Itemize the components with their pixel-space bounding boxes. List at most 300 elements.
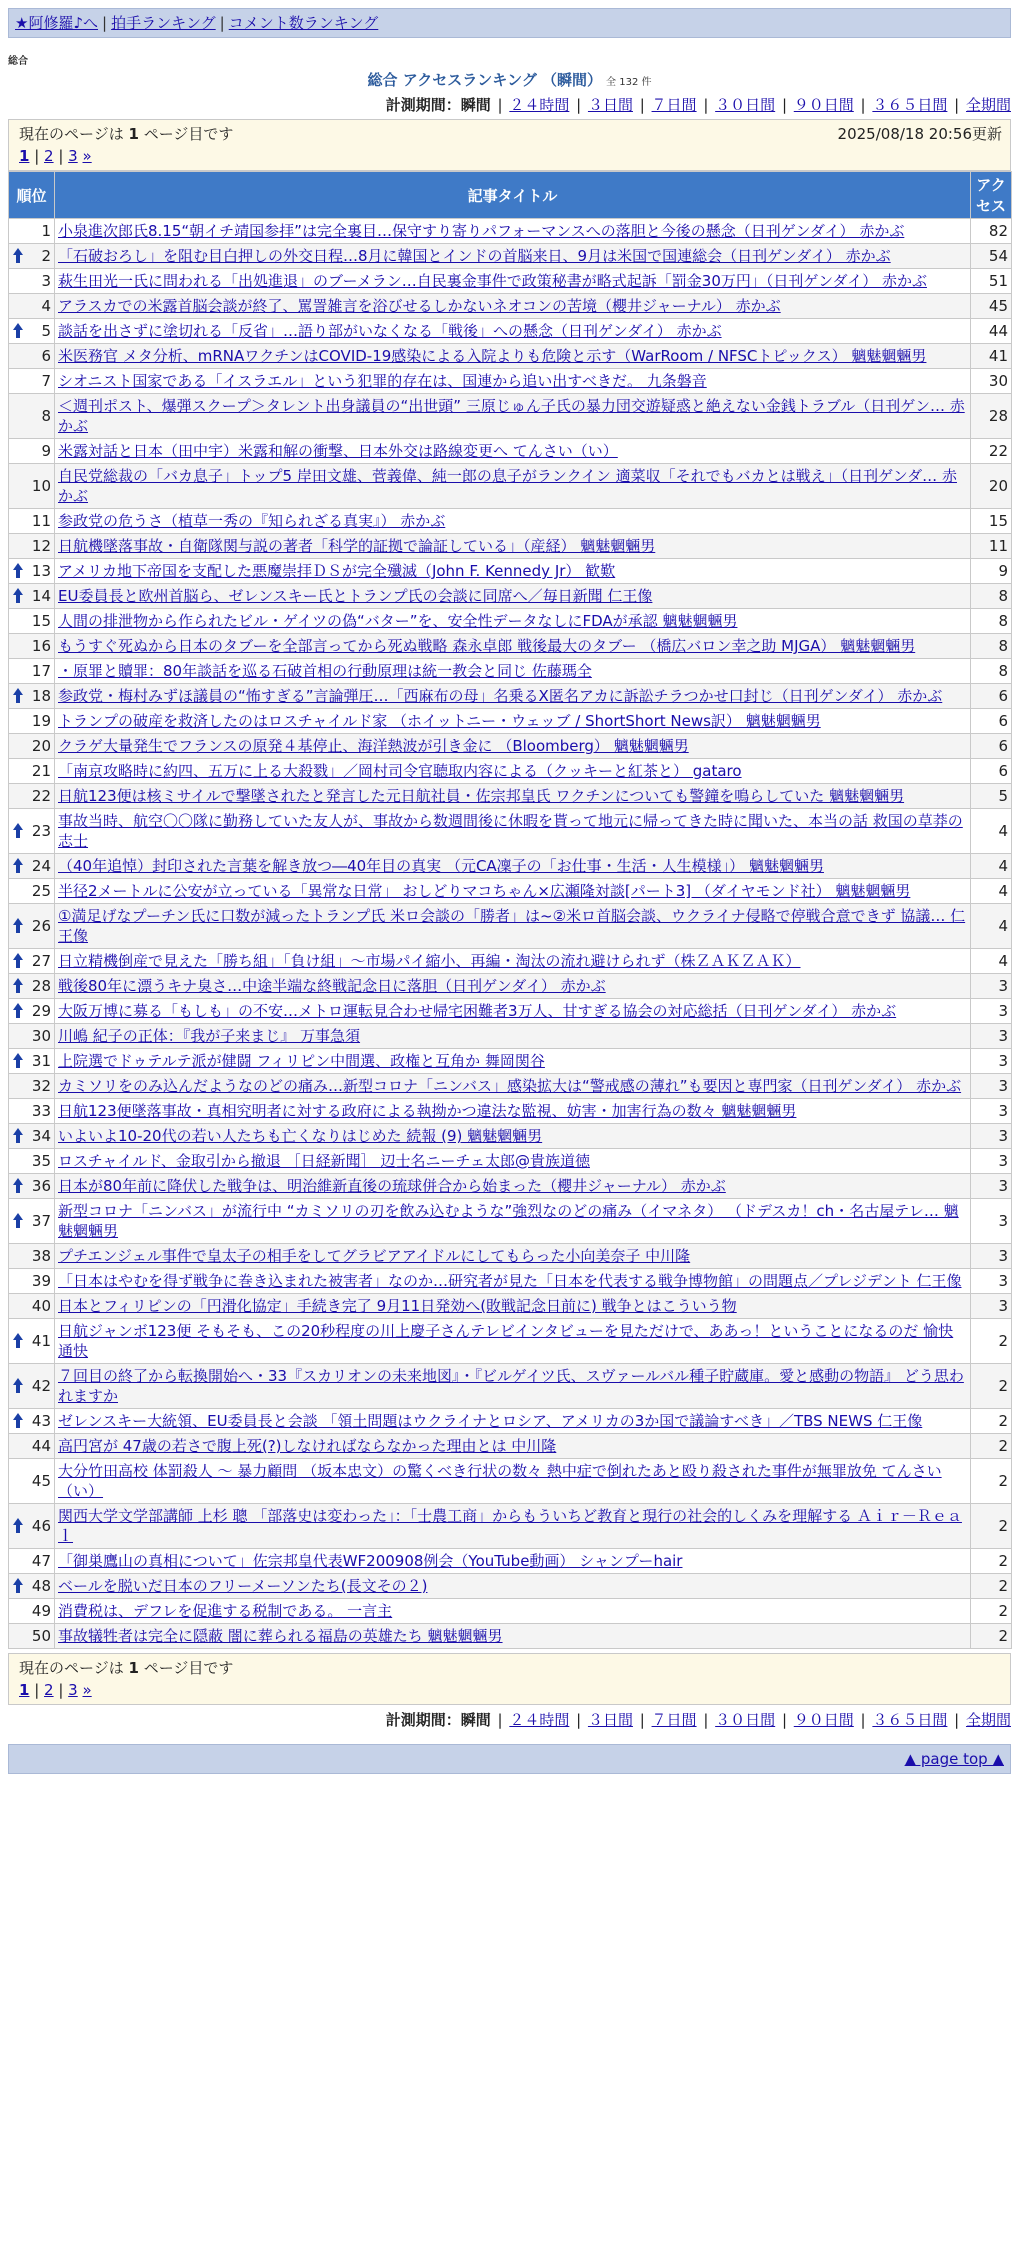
table-row — [9, 1294, 1012, 1319]
article-link[interactable]: 大分竹田高校 体罰殺人 ～ 暴力顧問 （坂本忠文）の驚くべき行状の数々 熱中症で倒れたあと殴り殺された事件が無罪放免 てんさい（い） — [58, 1462, 942, 1500]
article-link[interactable]: （40年追悼）封印された言葉を解き放つ―40年目の真実 （元CA凜子の「お仕事・生活・人生模様」） 魑魅魍魎男 — [58, 857, 824, 875]
article-link[interactable]: ゼレンスキー大統領、EU委員長と会談 「領土問題はウクライナとロシア、アメリカの3か国で議論すべき」／TBS NEWS 仁王像 — [58, 1412, 923, 1430]
nav-comment-ranking[interactable]: コメント数ランキング — [228, 14, 379, 32]
table-row — [9, 684, 1012, 709]
article-link[interactable]: クラゲ大量発生でフランスの原発４基停止、海洋熱波が引き金に （Bloomberg） 魑魅魍魎男 — [58, 737, 689, 755]
arrow-head — [13, 918, 23, 925]
arrow-stem — [16, 1420, 20, 1428]
title-cell — [55, 1074, 971, 1099]
rank-up-arrow-icon — [13, 1213, 23, 1229]
arrow-stem — [16, 925, 20, 933]
article-link[interactable]: ＜週刊ポスト、爆弾スクープ＞タレント出身議員の“出世頭” 三原じゅん子氏の暴力団交遊疑惑と絶えない金銭トラブル（日刊ゲン… 赤かぶ — [58, 397, 965, 435]
article-link[interactable]: 「日本はやむを得ず戦争に巻き込まれた被害者」なのか…研究者が見た「日本を代表する戦争博物館」の問題点／プレジデント 仁王像 — [58, 1272, 962, 1290]
table-row — [9, 1459, 1012, 1504]
period-option[interactable]: ２４時間 — [509, 1711, 570, 1729]
rank-cell — [9, 784, 55, 809]
table-row — [9, 999, 1012, 1024]
title-cell — [55, 509, 971, 534]
table-row — [9, 344, 1012, 369]
rank-number: 10 — [31, 477, 51, 495]
rank-cell — [9, 854, 55, 879]
access-count: 54 — [971, 244, 1012, 269]
article-link[interactable]: ロスチャイルド、金取引から撤退 ［日経新聞］ 辺士名ニーチェ太郎@貴族道徳 — [58, 1152, 590, 1170]
table-row — [9, 244, 1012, 269]
access-count: 2 — [971, 1624, 1012, 1649]
access-count: 6 — [971, 684, 1012, 709]
period-option[interactable]: ３６５日間 — [872, 1711, 948, 1729]
period-option[interactable]: ３日間 — [587, 96, 633, 114]
article-link[interactable]: アラスカでの米露首脳会談が終了、罵詈雑言を浴びせるしかないネオコンの苦境（櫻井ジャーナル） 赤かぶ — [58, 297, 781, 315]
article-link[interactable]: トランプの破産を救済したのはロスチャイルド家 （ホイットニー・ウェッブ / ShortShort News訳） 魑魅魍魎男 — [58, 712, 821, 730]
rank-cell — [9, 734, 55, 759]
title-cell — [55, 344, 971, 369]
title-cell — [55, 1504, 971, 1549]
top-nav — [8, 8, 1011, 38]
article-link[interactable]: 大阪万博に募る「もしも」の不安…メトロ運転見合わせ帰宅困難者3万人、甘すぎる協会の対応総括（日刊ゲンダイ） 赤かぶ — [58, 1002, 897, 1020]
period-selector — [8, 1709, 1011, 1730]
ranking-title-text: 総合 アクセスランキング （瞬間） — [367, 71, 603, 89]
article-link[interactable]: 米露対話と日本（田中宇）米露和解の衝撃、日本外交は路線変更へ てんさい（い） — [58, 442, 618, 460]
table-row — [9, 609, 1012, 634]
page-link-1[interactable]: 1 — [19, 147, 30, 165]
article-link[interactable]: EU委員長と欧州首脳ら、ゼレンスキー氏とトランプ氏の会談に同席へ／毎日新聞 仁王像 — [58, 587, 653, 605]
rank-number: 40 — [31, 1297, 51, 1315]
title-cell — [55, 394, 971, 439]
table-row — [9, 1024, 1012, 1049]
period-option[interactable]: ３０日間 — [715, 1711, 776, 1729]
access-count: 20 — [971, 464, 1012, 509]
page-link-1[interactable]: 1 — [19, 1681, 30, 1699]
rank-number: 1 — [41, 222, 51, 240]
rank-cell — [9, 1124, 55, 1149]
table-row — [9, 1174, 1012, 1199]
period-separator: | — [949, 1711, 964, 1729]
page-separator: | — [29, 147, 45, 165]
article-link[interactable]: 「御巣鷹山の真相について」佐宗邦皇代表WF200908例会（YouTube動画） シャンプーhair — [58, 1552, 683, 1570]
arrow-head — [13, 1128, 23, 1135]
rank-cell — [9, 1434, 55, 1459]
title-cell — [55, 1199, 971, 1244]
access-count: 3 — [971, 1294, 1012, 1319]
title-cell — [55, 854, 971, 879]
access-count: 8 — [971, 584, 1012, 609]
title-cell — [55, 1174, 971, 1199]
table-row — [9, 709, 1012, 734]
title-cell — [55, 559, 971, 584]
rank-number: 21 — [31, 762, 51, 780]
article-link[interactable]: 萩生田光一氏に問われる「出処進退」のブーメラン…自民裏金事件で政策秘書が略式起訴「罰金30万円」（日刊ゲンダイ） 赤かぶ — [58, 272, 927, 290]
arrow-stem — [16, 1220, 20, 1228]
arrow-stem — [16, 1385, 20, 1393]
table-row — [9, 584, 1012, 609]
article-link[interactable]: 事故当時、航空〇〇隊に勤務していた友人が、事故から数週間後に休暇を貰って地元に帰ってきた時に聞いた、本当の話 救国の草莽の志士 — [58, 812, 963, 850]
rank-number: 29 — [31, 1002, 51, 1020]
access-count: 3 — [971, 1024, 1012, 1049]
rank-cell — [9, 1459, 55, 1504]
arrow-head — [13, 323, 23, 330]
table-row — [9, 219, 1012, 244]
arrow-head — [13, 978, 23, 985]
period-option[interactable]: ３０日間 — [715, 96, 776, 114]
ranking-rows — [9, 219, 1012, 1649]
title-cell — [55, 879, 971, 904]
article-link[interactable]: 消費税は、デフレを促進する税制である。 一言主 — [58, 1602, 393, 1620]
arrow-stem — [16, 330, 20, 338]
rank-number: 8 — [41, 407, 51, 425]
access-count: 15 — [971, 509, 1012, 534]
article-link[interactable]: 新型コロナ「ニンバス」が流行中 “カミソリの刃を飲み込むような”強烈なのどの痛み（イマネタ） （ドデスカ！ch・名古屋テレ… 魑魅魍魎男 — [58, 1202, 959, 1240]
access-count: 2 — [971, 1319, 1012, 1364]
period-current: 瞬間 — [460, 1711, 491, 1729]
title-cell — [55, 219, 971, 244]
table-header-row — [9, 172, 1012, 219]
table-row — [9, 509, 1012, 534]
arrow-stem — [16, 1185, 20, 1193]
ranking-title — [8, 69, 1011, 90]
table-row — [9, 854, 1012, 879]
rank-cell — [9, 1049, 55, 1074]
access-count: 4 — [971, 904, 1012, 949]
article-link[interactable]: カミソリをのみ込んだようなのどの痛み…新型コロナ「ニンバス」感染拡大は“警戒感の薄れ”も要因と専門家（日刊ゲンダイ） 赤かぶ — [58, 1077, 962, 1095]
article-link[interactable]: 日航機墜落事故・自衛隊関与説の著者「科学的証拠で論証している」（産経） 魑魅魍魎男 — [58, 537, 656, 555]
rank-number: 15 — [31, 612, 51, 630]
rank-number: 44 — [31, 1437, 51, 1455]
rank-number: 6 — [41, 347, 51, 365]
rank-cell — [9, 1269, 55, 1294]
rank-up-arrow-icon — [13, 918, 23, 934]
arrow-head — [13, 688, 23, 695]
title-cell — [55, 1124, 971, 1149]
article-link[interactable]: 「石破おろし」を阻む目白押しの外交日程…8月に韓国とインドの首脳来日、9月は米国で国連総会（日刊ゲンダイ） 赤かぶ — [58, 247, 891, 265]
page-link-3[interactable]: 3 — [68, 1681, 78, 1699]
rank-cell — [9, 1574, 55, 1599]
table-row — [9, 1319, 1012, 1364]
title-cell — [55, 684, 971, 709]
table-row — [9, 879, 1012, 904]
article-link[interactable]: 日航123便は核ミサイルで撃墜されたと発言した元日航社員・佐宗邦皇氏 ワクチンについても警鐘を鳴らしていた 魑魅魍魎男 — [58, 787, 905, 805]
title-cell — [55, 734, 971, 759]
page-status — [19, 1657, 1000, 1679]
title-cell — [55, 584, 971, 609]
access-count: 22 — [971, 439, 1012, 464]
arrow-head — [13, 1213, 23, 1220]
title-cell — [55, 1149, 971, 1174]
table-row — [9, 269, 1012, 294]
rank-up-arrow-icon — [13, 1003, 23, 1019]
col-title-header: 記事タイトル — [55, 172, 971, 219]
period-option[interactable]: ９０日間 — [793, 1711, 854, 1729]
rank-number: 42 — [31, 1377, 51, 1395]
article-link[interactable]: いよいよ10-20代の若い人たちも亡くなりはじめた 続報 (9) 魑魅魍魎男 — [58, 1127, 543, 1145]
rank-up-arrow-icon — [13, 323, 23, 339]
article-link[interactable]: 日本とフィリピンの「円滑化協定」手続き完了 9月11日発効へ(敗戦記念日前に) 戦争とはこういう物 — [58, 1297, 737, 1315]
access-count: 4 — [971, 949, 1012, 974]
article-link[interactable]: 関西大学文学部講師 上杉 聰 「部落史は変わった」：「士農工商」からもういちど教育と現行の社会的しくみを理解する Ａｉｒ－Ｒｅａｌ — [58, 1507, 962, 1545]
article-link[interactable]: 日航123便墜落事故・真相究明者に対する政府による執拗かつ違法な監視、妨害・加害行為の数々 魑魅魍魎男 — [58, 1102, 797, 1120]
rank-cell — [9, 809, 55, 854]
title-cell — [55, 904, 971, 949]
title-cell — [55, 369, 971, 394]
arrow-stem — [16, 695, 20, 703]
rank-cell — [9, 1244, 55, 1269]
arrow-head — [13, 858, 23, 865]
rank-cell — [9, 609, 55, 634]
period-option[interactable]: 全期間 — [965, 96, 1011, 114]
rank-number: 26 — [31, 917, 51, 935]
article-link[interactable]: 日本が80年前に降伏した戦争は、明治維新直後の琉球併合から始まった（櫻井ジャーナル） 赤かぶ — [58, 1177, 726, 1195]
access-count: 11 — [971, 534, 1012, 559]
rank-cell — [9, 949, 55, 974]
table-row — [9, 1624, 1012, 1649]
table-row — [9, 1504, 1012, 1549]
article-link[interactable]: ７回目の終了から転換開始へ・33『スカリオンの未来地図』・『ビルゲイツ氏、スヴァールバル種子貯蔵庫。愛と感動の物語』 どう思われますか — [58, 1367, 964, 1405]
title-cell — [55, 1599, 971, 1624]
arrow-head — [13, 1413, 23, 1420]
arrow-head — [13, 1003, 23, 1010]
access-count: 6 — [971, 709, 1012, 734]
arrow-stem — [16, 595, 20, 603]
period-separator: | — [634, 1711, 650, 1729]
table-row — [9, 759, 1012, 784]
title-cell — [55, 1244, 971, 1269]
arrow-head — [13, 1333, 23, 1340]
title-cell — [55, 244, 971, 269]
rank-up-arrow-icon — [13, 1378, 23, 1394]
period-option[interactable]: ２４時間 — [509, 96, 570, 114]
access-count: 2 — [971, 1574, 1012, 1599]
table-row — [9, 659, 1012, 684]
rank-up-arrow-icon — [13, 823, 23, 839]
period-separator: | — [777, 1711, 792, 1729]
page-status-prefix: 現在のページは — [19, 125, 124, 143]
article-link[interactable]: 事故犠牲者は完全に隠蔽 闇に葬られる福島の英雄たち 魑魅魍魎男 — [58, 1627, 503, 1645]
page-links — [19, 1679, 1000, 1701]
title-cell — [55, 1364, 971, 1409]
footer-bar — [8, 1744, 1011, 1774]
rank-up-arrow-icon — [13, 248, 23, 264]
title-cell — [55, 784, 971, 809]
title-cell — [55, 1294, 971, 1319]
col-access-header: アクセス — [971, 172, 1012, 219]
page-next-link[interactable]: » — [82, 1681, 92, 1699]
access-count: 2 — [971, 1504, 1012, 1549]
page-link-2[interactable]: 2 — [44, 147, 54, 165]
period-option[interactable]: ９０日間 — [793, 96, 854, 114]
article-link[interactable]: もうすぐ死ぬから日本のタブーを全部言ってから死ぬ戦略 森永卓郎 戦後最大のタブー （橋広バロン幸之助 MJGA） 魑魅魍魎男 — [58, 637, 916, 655]
rank-up-arrow-icon — [13, 1053, 23, 1069]
title-cell — [55, 1319, 971, 1364]
article-link[interactable]: 談話を出さずに塗切れる「反省」…語り部がいなくなる「戦後」への懸念（日刊ゲンダイ） 赤かぶ — [58, 322, 722, 340]
rank-cell — [9, 1409, 55, 1434]
rank-cell — [9, 709, 55, 734]
rank-number: 16 — [31, 637, 51, 655]
table-row — [9, 1149, 1012, 1174]
article-link[interactable]: 川嶋 紀子の正体：『我が子来まじ』 万事急須 — [58, 1027, 361, 1045]
article-link[interactable]: 半径2メートルに公安が立っている「異常な日常」 おしどりマコちゃん×広瀬隆対談[パート3] （ダイヤモンド社） 魑魅魍魎男 — [58, 882, 911, 900]
access-count: 28 — [971, 394, 1012, 439]
article-link[interactable]: 「南京攻略時に約四、五万に上る大殺戮」／岡村司令官聴取内容による（クッキーと紅茶と） gataro — [58, 762, 742, 780]
table-row — [9, 974, 1012, 999]
page-top-link[interactable]: ▲ page top ▲ — [904, 1750, 1004, 1768]
article-link[interactable]: 参政党・梅村みずほ議員の“怖すぎる”言論弾圧…「西麻布の母」名乗るX匿名アカに訴訟チラつかせ口封じ（日刊ゲンダイ） 赤かぶ — [58, 687, 943, 705]
arrow-stem — [16, 960, 20, 968]
page-link-2[interactable]: 2 — [44, 1681, 54, 1699]
page-links — [19, 145, 1000, 167]
updated-timestamp: 2025/08/18 20:56更新 — [837, 125, 1002, 143]
rank-cell — [9, 464, 55, 509]
rank-number: 50 — [31, 1627, 51, 1645]
rank-cell — [9, 509, 55, 534]
period-separator: | — [949, 96, 964, 114]
title-cell — [55, 534, 971, 559]
arrow-stem — [16, 255, 20, 263]
rank-cell — [9, 1149, 55, 1174]
rank-cell — [9, 559, 55, 584]
period-selector — [8, 94, 1011, 115]
arrow-stem — [16, 1060, 20, 1068]
rank-up-arrow-icon — [13, 978, 23, 994]
title-cell — [55, 949, 971, 974]
arrow-head — [13, 563, 23, 570]
access-count: 45 — [971, 294, 1012, 319]
page-separator: | — [53, 1681, 69, 1699]
page-link-3[interactable]: 3 — [68, 147, 78, 165]
article-link[interactable]: 上院選でドゥテルテ派が健闘 フィリピン中間選、政権と互角か 舞岡関谷 — [58, 1052, 545, 1070]
rank-cell — [9, 999, 55, 1024]
table-row — [9, 1409, 1012, 1434]
rank-number: 34 — [31, 1127, 51, 1145]
period-option[interactable]: ７日間 — [651, 96, 697, 114]
nav-asyura-home[interactable]: ★阿修羅♪へ — [15, 14, 99, 32]
rank-number: 27 — [31, 952, 51, 970]
article-link[interactable]: 日航ジャンボ123便 そもそも、この20秒程度の川上慶子さんテレビインタビューを見ただけで、ああっ！ということになるのだ 愉快通快 — [58, 1322, 954, 1360]
nav-clap-ranking[interactable]: 拍手ランキング — [111, 14, 216, 32]
period-option[interactable]: ７日間 — [651, 1711, 697, 1729]
table-row — [9, 1244, 1012, 1269]
article-link[interactable]: ベールを脱いだ日本のフリーメーソンたち(長文その２) — [58, 1577, 428, 1595]
rank-cell — [9, 659, 55, 684]
arrow-stem — [16, 1585, 20, 1593]
rank-up-arrow-icon — [13, 1518, 23, 1534]
page-status-suffix: ページ目です — [143, 1659, 234, 1677]
table-row — [9, 1434, 1012, 1459]
rank-up-arrow-icon — [13, 953, 23, 969]
rank-up-arrow-icon — [13, 563, 23, 579]
access-count: 3 — [971, 1099, 1012, 1124]
period-separator: | — [492, 96, 508, 114]
period-option[interactable]: ３日間 — [587, 1711, 633, 1729]
article-link[interactable]: プチエンジェル事件で皇太子の相手をしてグラビアアイドルにしてもらった小向美奈子 中川隆 — [58, 1247, 691, 1265]
access-count: 41 — [971, 344, 1012, 369]
article-link[interactable]: 高円宮が 47歳の若さで腹上死(?)しなければならなかった理由とは 中川隆 — [58, 1437, 557, 1455]
arrow-head — [13, 823, 23, 830]
access-count: 8 — [971, 659, 1012, 684]
rank-cell — [9, 344, 55, 369]
rank-cell — [9, 394, 55, 439]
rank-cell — [9, 759, 55, 784]
access-count: 2 — [971, 1434, 1012, 1459]
rank-up-arrow-icon — [13, 1128, 23, 1144]
rank-number: 46 — [31, 1517, 51, 1535]
article-link[interactable]: 戦後80年に漂うキナ臭さ…中途半端な終戦記念日に落胆（日刊ゲンダイ） 赤かぶ — [58, 977, 606, 995]
rank-cell — [9, 904, 55, 949]
title-cell — [55, 1409, 971, 1434]
table-row — [9, 439, 1012, 464]
arrow-head — [13, 953, 23, 960]
access-count: 30 — [971, 369, 1012, 394]
rank-cell — [9, 294, 55, 319]
access-count: 3 — [971, 1124, 1012, 1149]
page-status-prefix: 現在のページは — [19, 1659, 124, 1677]
table-row — [9, 559, 1012, 584]
access-count: 3 — [971, 1074, 1012, 1099]
arrow-stem — [16, 570, 20, 578]
article-link[interactable]: 日立精機倒産で見えた「勝ち組」「負け組」～市場パイ縮小、再編・淘汰の流れ避けられず（株ＺＡＫＺＡＫ） — [58, 952, 801, 970]
rank-cell — [9, 879, 55, 904]
rank-number: 2 — [41, 247, 51, 265]
arrow-stem — [16, 1010, 20, 1018]
arrow-head — [13, 1578, 23, 1585]
period-option[interactable]: ３６５日間 — [872, 96, 948, 114]
item-count: 全 132 件 — [606, 77, 652, 88]
page-status-number: 1 — [128, 1659, 139, 1677]
article-link[interactable]: アメリカ地下帝国を支配した悪魔崇拝ＤＳが完全殲滅（John F. Kennedy Jr） 歓歎 — [58, 562, 616, 580]
access-count: 5 — [971, 784, 1012, 809]
period-separator: | — [855, 1711, 871, 1729]
title-cell — [55, 1459, 971, 1504]
access-count: 3 — [971, 1049, 1012, 1074]
page-status-number: 1 — [128, 125, 139, 143]
rank-number: 14 — [31, 587, 51, 605]
rank-number: 25 — [31, 882, 51, 900]
article-link[interactable]: 小泉進次郎氏8.15“朝イチ靖国参拝”は完全裏目…保守すり寄りパフォーマンスへの落胆と今後の懸念（日刊ゲンダイ） 赤かぶ — [58, 222, 905, 240]
access-count: 2 — [971, 1409, 1012, 1434]
arrow-stem — [16, 865, 20, 873]
article-link[interactable]: 参政党の危うさ（植草一秀の『知られざる真実』） 赤かぶ — [58, 512, 446, 530]
rank-number: 24 — [31, 857, 51, 875]
rank-cell — [9, 319, 55, 344]
title-cell — [55, 709, 971, 734]
access-count: 3 — [971, 974, 1012, 999]
rank-cell — [9, 269, 55, 294]
period-option[interactable]: 全期間 — [965, 1711, 1011, 1729]
arrow-stem — [16, 1135, 20, 1143]
table-row — [9, 1599, 1012, 1624]
article-link[interactable]: シオニスト国家である「イスラエル」という犯罪的存在は、国連から追い出すべきだ。 九条磐音 — [58, 372, 707, 390]
page-status-suffix: ページ目です — [143, 125, 234, 143]
table-row — [9, 394, 1012, 439]
title-cell — [55, 319, 971, 344]
article-link[interactable]: 米医務官 メタ分析、mRNAワクチンはCOVID-19感染による入院よりも危険と示す（WarRoom / NFSCトピックス） 魑魅魍魎男 — [58, 347, 927, 365]
arrow-head — [13, 1378, 23, 1385]
rank-number: 49 — [31, 1602, 51, 1620]
article-link[interactable]: ・原罪と贖罪：80年談話を巡る石破首相の行動原理は統一教会と同じ 佐藤瑪全 — [58, 662, 592, 680]
rank-cell — [9, 244, 55, 269]
nav-separator: | — [102, 14, 108, 32]
rank-cell — [9, 684, 55, 709]
article-link[interactable]: 人間の排泄物から作られたビル・ゲイツの偽“バター”を、安全性データなしにFDAが承認 魑魅魍魎男 — [58, 612, 738, 630]
access-count: 3 — [971, 1269, 1012, 1294]
table-row — [9, 1364, 1012, 1409]
table-row — [9, 734, 1012, 759]
article-link[interactable]: 自民党総裁の「バカ息子」トップ5 岸田文雄、菅義偉、純一郎の息子がランクイン 適菜収「それでもバカとは戦え」（日刊ゲンダ… 赤かぶ — [58, 467, 957, 505]
table-row — [9, 294, 1012, 319]
page-next-link[interactable]: » — [82, 147, 92, 165]
rank-number: 17 — [31, 662, 51, 680]
rank-number: 32 — [31, 1077, 51, 1095]
rank-number: 22 — [31, 787, 51, 805]
article-link[interactable]: ①満足げなプーチン氏に口数が減ったトランプ氏 米ロ会談の「勝者」は~②米ロ首脳会談、ウクライナ侵略で停戦合意できず 協議… 仁王像 — [58, 907, 966, 945]
